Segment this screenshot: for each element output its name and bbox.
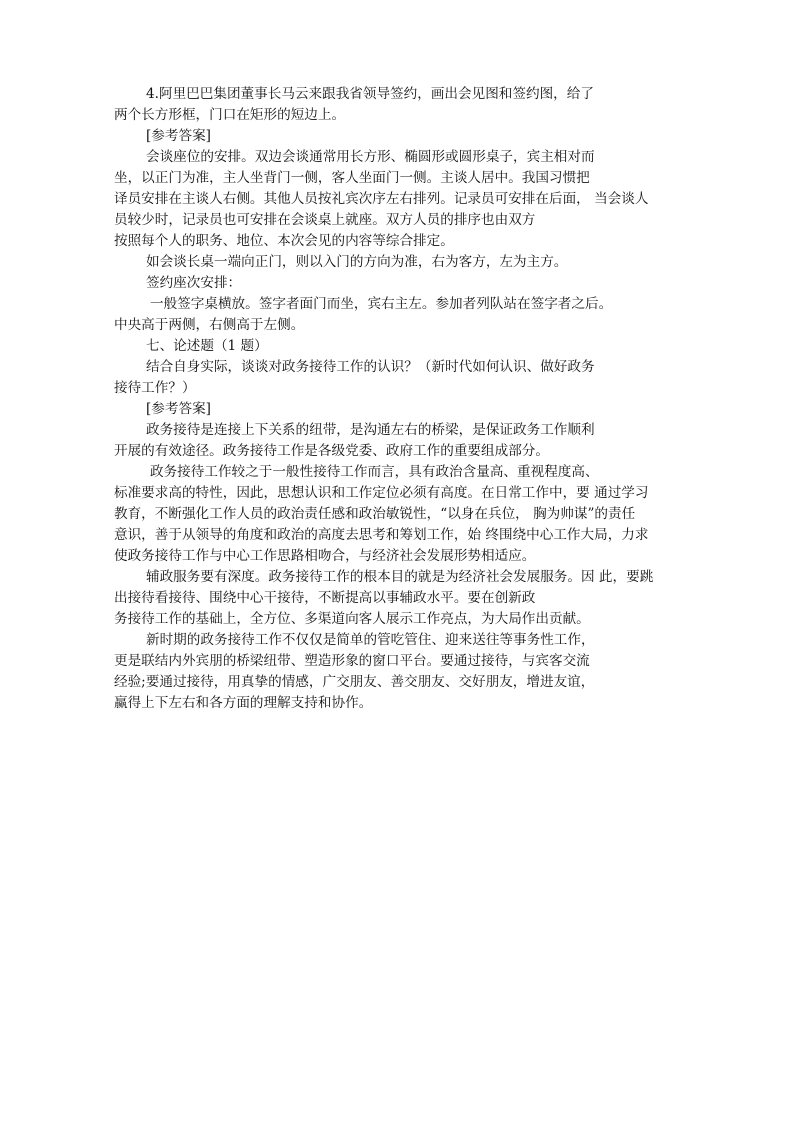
- text-line: 如会谈长桌一端向正门，则以入门的方向为准，右为客方，左为主方。: [146, 254, 568, 270]
- text-line: 接待工作？）: [114, 380, 196, 396]
- text-line: 按照每个人的职务、地位、本次会见的内容等综合排定。: [114, 233, 454, 249]
- text-line: [参考答案]: [146, 128, 211, 144]
- text-line: 中央高于两侧，右侧高于左侧。: [114, 317, 305, 333]
- text-line: 标准要求高的特性，因此，思想认识和工作定位必须有高度。在日常工作中，要 通过学习: [114, 485, 649, 501]
- text-line: 政务接待工作较之于一般性接待工作而言，具有政治含量高、重视程度高、: [150, 464, 599, 480]
- text-line: 一般签字桌横放。签字者面门而坐，宾右主左。参加者列队站在签字者之后。: [150, 296, 613, 312]
- text-line: [参考答案]: [146, 401, 211, 417]
- text-line: 经验;要通过接待，用真挚的情感，广交朋友、善交朋友、交好朋友，增进友谊，: [114, 674, 595, 690]
- text-line: 赢得上下左右和各方面的理解支持和协作。: [114, 695, 373, 711]
- text-line: 两个长方形框，门口在矩形的短边上。: [114, 107, 346, 123]
- text-line: 政务接待是连接上下关系的纽带，是沟通左右的桥梁，是保证政务工作顺利: [146, 422, 595, 438]
- text-line: 新时期的政务接待工作不仅仅是简单的管吃管住、迎来送往等事务性工作，: [146, 632, 595, 648]
- text-line: 4.阿里巴巴集团董事长马云来跟我省领导签约，画出会见图和签约图，给了: [146, 86, 594, 102]
- text-line: 译员安排在主谈人右侧。其他人员按礼宾次序左右排列。记录员可安排在后面， 当会谈人: [114, 191, 649, 207]
- text-line: 教育，不断强化工作人员的政治责任感和政治敏锐性，“以身在兵位， 胸为帅谋”的责任: [114, 506, 636, 522]
- text-line: 开展的有效途径。政务接待工作是各级党委、政府工作的重要组成部分。: [114, 443, 549, 459]
- text-line: 意识，善于从领导的角度和政治的高度去思考和筹划工作，始 终围绕中心工作大局，力求: [114, 527, 649, 543]
- text-line: 结合自身实际，谈谈对政务接待工作的认识？（新时代如何认识、做好政务: [146, 359, 595, 375]
- text-line: 务接待工作的基础上，全方位、多渠道向客人展示工作亮点，为大局作出贡献。: [114, 611, 590, 627]
- text-line: 使政务接待工作与中心工作思路相吻合，与经济社会发展形势相适应。: [114, 548, 536, 564]
- section-heading: 七、论述题（1 题）: [146, 338, 268, 354]
- text-line: 签约座次安排：: [146, 275, 242, 291]
- text-line: 员较少时，记录员也可安排在会谈桌上就座。双方人员的排序也由双方: [114, 212, 536, 228]
- text-line: 辅政服务要有深度。政务接待工作的根本目的就是为经济社会发展服务。因 此，要跳: [146, 569, 654, 585]
- text-line: 会谈座位的安排。双边会谈通常用长方形、椭圆形或圆形桌子，宾主相对而: [146, 149, 595, 165]
- text-line: 更是联结内外宾朋的桥梁纽带、塑造形象的窗口平台。要通过接待，与宾客交流: [114, 653, 590, 669]
- text-line: 坐，以正门为准，主人坐背门一侧，客人坐面门一侧。主谈人居中。我国习惯把: [114, 170, 590, 186]
- text-line: 出接待看接待、围绕中心干接待，不断提高以事辅政水平。要在创新政: [114, 590, 536, 606]
